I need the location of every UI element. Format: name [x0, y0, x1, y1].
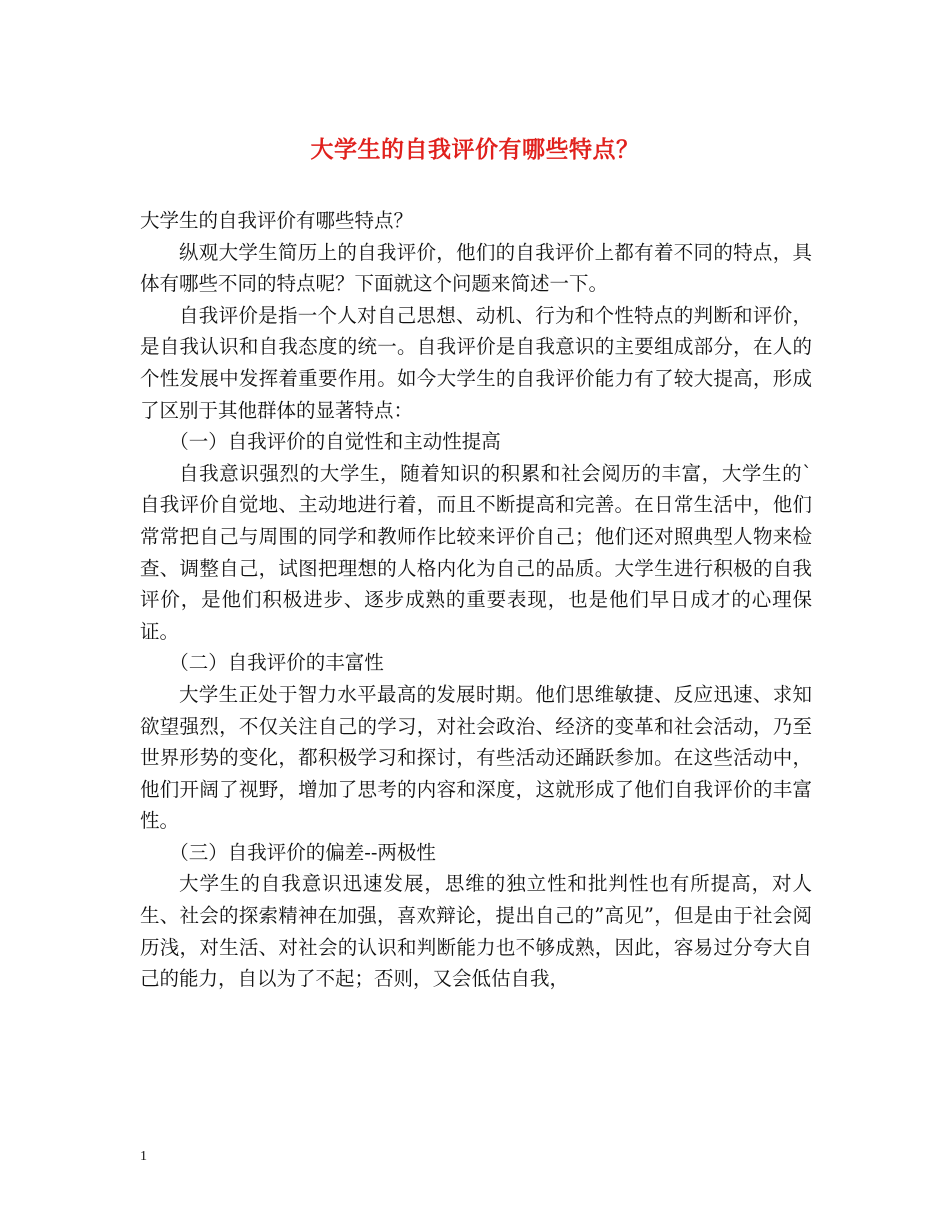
section-heading-1: （一）自我评价的自觉性和主动性提高 [169, 430, 501, 454]
paragraph-section-1: 自我意识强烈的大学生，随着知识的积累和社会阅历的丰富，大学生的`自我评价自觉地、主动地进行着，而且不断提高和完善。在日常生活中，他们常常把自己与周围的同学和教师作比较来评价自己；他们还对照典型人物来检查、调整自己，试图把理想的人格内化为自己的品质。大学生进行积极的自我评价，是他们积极进步、逐步成熟的重要表现，也是他们早日成才的心理保证。 [140, 461, 812, 643]
paragraph-heading-question: 大学生的自我评价有哪些特点？ [140, 209, 414, 232]
section-heading-2: （二）自我评价的丰富性 [169, 651, 384, 675]
paragraph-intro: 纵观大学生简历上的自我评价，他们的自我评价上都有着不同的特点，具体有哪些不同的特点呢？下面就这个问题来简述一下。 [140, 240, 812, 296]
paragraph-definition: 自我评价是指一个人对自己思想、动机、行为和个性特点的判断和评价，是自我认识和自我态度的统一。自我评价是自我意识的主要组成部分，在人的个性发展中发挥着重要作用。如今大学生的自我评价能力有了较大提高，形成了区别于其他群体的显著特点： [140, 303, 812, 422]
page-number: 1 [140, 1149, 147, 1164]
paragraph-section-2: 大学生正处于智力水平最高的发展时期。他们思维敏捷、反应迅速、求知欲望强烈，不仅关注自己的学习，对社会政治、经济的变革和社会活动，乃至世界形势的变化，都积极学习和探讨，有些活动还踊跃参加。在这些活动中，他们开阔了视野，增加了思考的内容和深度，这就形成了他们自我评价的丰富性。 [140, 682, 812, 833]
document-title: 大学生的自我评价有哪些特点？ [310, 136, 640, 163]
paragraph-section-3: 大学生的自我意识迅速发展，思维的独立性和批判性也有所提高，对人生、社会的探索精神在加强，喜欢辩论，提出自己的”高见”，但是由于社会阅历浅，对生活、对社会的认识和判断能力也不够成熟，因此，容易过分夸大自己的能力，自以为了不起；否则，又会低估自我， [140, 872, 812, 991]
document-body [140, 205, 812, 995]
section-heading-3: （三）自我评价的偏差--两极性 [169, 840, 436, 864]
